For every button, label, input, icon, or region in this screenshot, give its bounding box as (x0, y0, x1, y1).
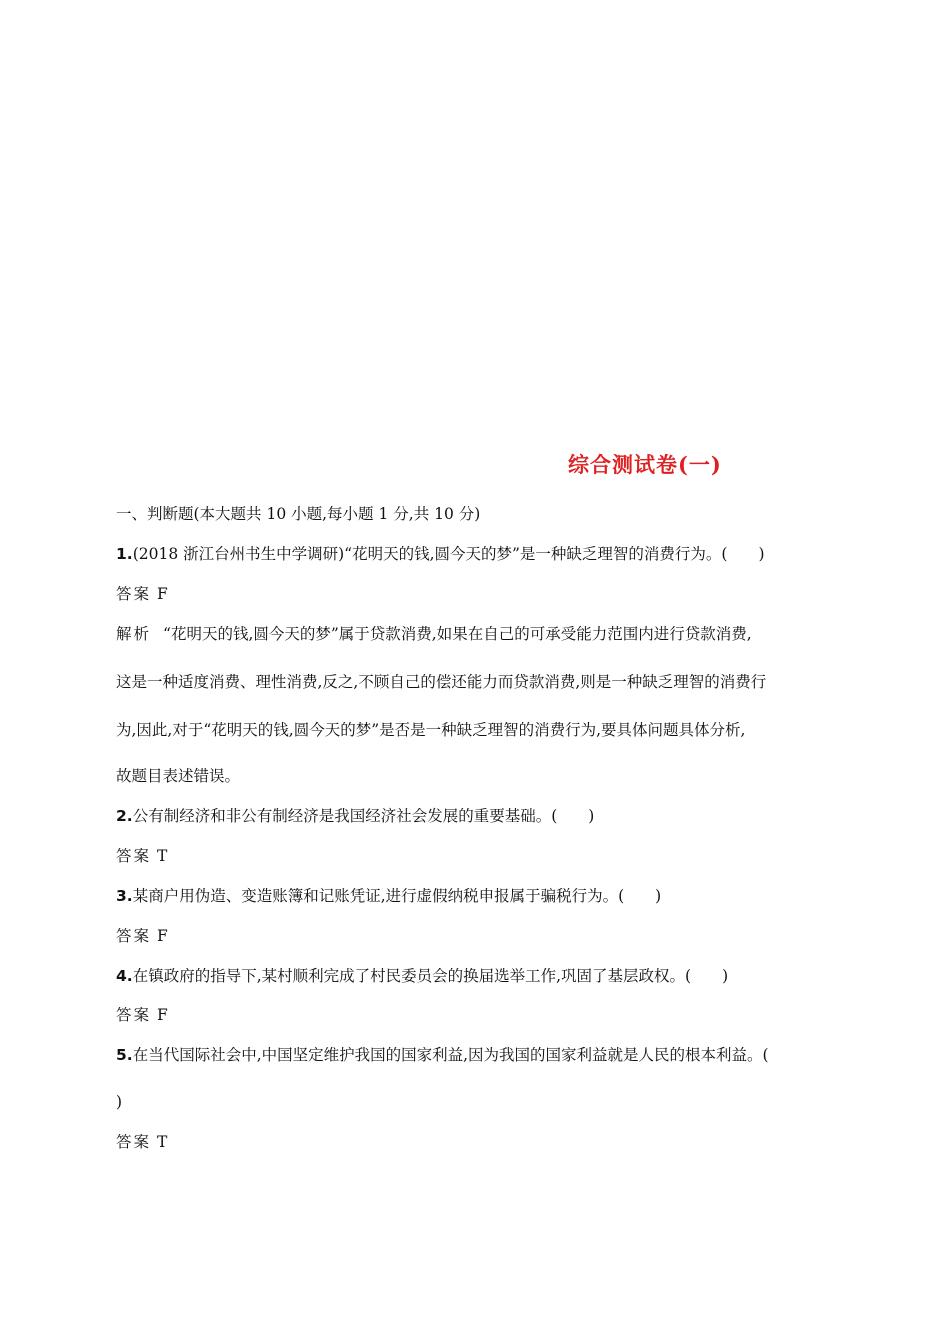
explanation-text: “花明天的钱,圆今天的梦”属于贷款消费,如果在自己的可承受能力范围内进行贷款消费, (163, 625, 752, 643)
answer-4 (116, 1004, 168, 1026)
question-4 (116, 965, 728, 987)
question-text: (2018 浙江台州书生中学调研)“花明天的钱,圆今天的梦”是一种缺乏理智的消费行为。( ) (132, 545, 765, 563)
answer-label: 答案 (116, 585, 152, 603)
answer-value: F (157, 1006, 168, 1024)
question-text: 在镇政府的指导下,某村顺利完成了村民委员会的换届选举工作,巩固了基层政权。( ) (132, 967, 729, 985)
answer-3 (116, 925, 168, 947)
explanation-1-line-3: 为,因此,对于“花明天的钱,圆今天的梦”是否是一种缺乏理智的消费行为,要具体问题具体分析, (116, 721, 746, 739)
question-text: 某商户用伪造、变造账簿和记账凭证,进行虚假纳税申报属于骗税行为。( ) (132, 887, 662, 905)
question-number: 2. (116, 807, 133, 825)
section-heading: 一、判断题(本大题共 10 小题,每小题 1 分,共 10 分) (116, 505, 481, 523)
question-number: 4. (116, 967, 133, 985)
question-number: 5. (116, 1046, 133, 1064)
answer-value: T (157, 1133, 168, 1151)
answer-value: F (157, 585, 168, 603)
explanation-1-line-4: 故题目表述错误。 (116, 767, 241, 785)
question-text: 在当代国际社会中,中国坚定维护我国的国家利益,因为我国的国家利益就是人民的根本利益。( (132, 1046, 769, 1064)
explanation-1-line-2: 这是一种适度消费、理性消费,反之,不顾自己的偿还能力而贷款消费,则是一种缺乏理智的消费行 (116, 673, 767, 691)
answer-value: T (157, 847, 168, 865)
answer-2 (116, 845, 167, 867)
answer-label: 答案 (116, 847, 152, 865)
question-number: 3. (116, 887, 133, 905)
answer-label: 答案 (116, 927, 152, 945)
question-5 (116, 1044, 769, 1066)
question-3 (116, 885, 661, 907)
explanation-1-line-1 (116, 623, 752, 645)
question-number: 1. (116, 545, 133, 563)
test-title: 综合测试卷(一) (568, 452, 722, 477)
explanation-label: 解析 (116, 625, 152, 643)
answer-1 (116, 583, 168, 605)
answer-value: F (157, 927, 168, 945)
question-text: 公有制经济和非公有制经济是我国经济社会发展的重要基础。( ) (132, 807, 595, 825)
answer-label: 答案 (116, 1133, 152, 1151)
answer-5 (116, 1131, 167, 1153)
question-2 (116, 805, 594, 827)
question-1 (116, 543, 765, 565)
question-5-continuation: ) (116, 1093, 123, 1111)
answer-label: 答案 (116, 1006, 152, 1024)
